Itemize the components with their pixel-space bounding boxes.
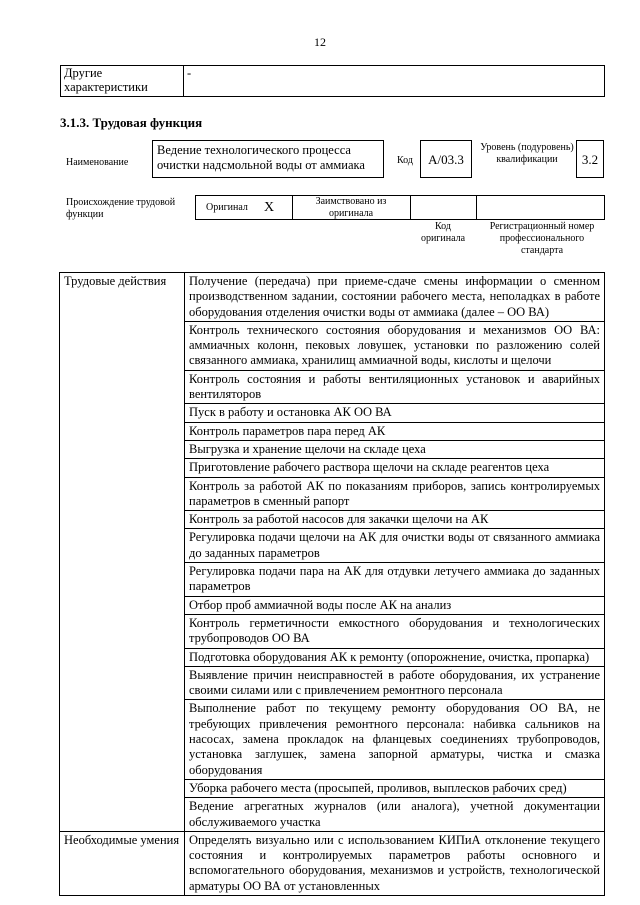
code-label: Код [397,155,413,166]
original-mark: X [264,200,275,215]
page-number: 12 [314,35,326,49]
labor-action-item: Приготовление рабочего раствора щелочи на складе реагентов цеха [185,459,605,477]
section-title: 3.1.3. Трудовая функция [60,115,203,130]
labor-action-item: Ведение агрегатных журналов (или аналога), учетной документации обслуживаемого участка [185,798,605,832]
function-name-value: Ведение технологического процесса очистки надсмольной воды от аммиака [152,140,384,178]
labor-action-item: Отбор проб аммиачной воды после АК на анализ [185,596,605,614]
other-characteristics-value: - [184,66,605,97]
other-characteristics-table [60,65,605,97]
labor-action-item: Контроль состояния и работы вентиляционных установок и аварийных вентиляторов [185,370,605,404]
labor-action-item: Получение (передача) при приеме-сдаче смены информации о сменном производственном задании, состоянии рабочего места, неполадках в работе оборудования отделения очистки воды от аммиака (далее – ОО ВА) [185,273,605,322]
labor-action-item: Выполнение работ по текущему ремонту оборудования ОО ВА, не требующих привлечения ремонтного персонала: набивка сальников на насосах, замена прокладок на фланцевых соединениях трубопроводов, установка заглушек, замена запорной арматуры, чистка и смазка оборудования [185,700,605,779]
labor-actions-label: Трудовые действия [60,273,185,832]
other-characteristics-label: Другие характеристики [61,66,184,97]
labor-action-item: Выгрузка и хранение щелочи на складе цеха [185,440,605,458]
code-value: А/03.3 [420,140,472,178]
labor-action-item: Пуск в работу и остановка АК ОО ВА [185,404,605,422]
level-value: 3.2 [576,140,604,178]
labor-action-item: Уборка рабочего места (просыпей, проливов, выплесков рабочих сред) [185,779,605,797]
origin-label: Происхождение трудовой функции [66,197,176,220]
skills-label: Необходимые умения [60,831,185,895]
labor-action-item: Контроль за работой АК по показаниям приборов, запись контролируемых параметров в сменный рапорт [185,477,605,511]
borrowed-label: Заимствовано из оригинала [315,196,387,219]
labor-action-item: Контроль параметров пара перед АК [185,422,605,440]
origin-divider [410,195,411,220]
labor-action-item: Контроль технического состояния оборудования и механизмов ОО ВА: аммиачных колонн, пековых ловушек, установки по разложению солей связанного аммиака, хранилищ аммиачной воды, кислоты и щелочи [185,321,605,370]
skill-item: Определять визуально или с использованием КИПиА отклонение текущего состояния и контролируемых параметров работы основного и вспомогательного оборудования, механизмов и устройств, технологической арматуры ОО ВА от установленных [185,831,605,895]
origin-divider [476,195,477,220]
original-label: Оригинал [206,202,248,213]
labor-action-item: Подготовка оборудования АК к ремонту (опорожнение, очистка, пропарка) [185,648,605,666]
labor-action-item: Регулировка подачи щелочи на АК для очистки воды от связанного аммиака до заданных параметров [185,529,605,563]
level-label: Уровень (подуровень) квалификации [480,142,574,165]
labor-action-item: Контроль герметичности емкостного оборудования и технологических трубопроводов ОО ВА [185,614,605,648]
labor-function-table [59,272,605,896]
origin-divider [292,195,293,220]
code-original-label: Код оригинала [420,221,466,244]
reg-number-label: Регистрационный номер профессионального стандарта [489,221,595,256]
origin-box [195,195,605,220]
labor-action-item: Выявление причин неисправностей в работе оборудования, их устранение своими силами или с привлечением ремонтного персонала [185,666,605,700]
labor-action-item: Контроль за работой насосов для закачки щелочи на АК [185,511,605,529]
labor-action-item: Регулировка подачи пара на АК для отдувки летучего аммиака до заданных параметров [185,563,605,597]
name-label: Наименование [66,157,129,168]
